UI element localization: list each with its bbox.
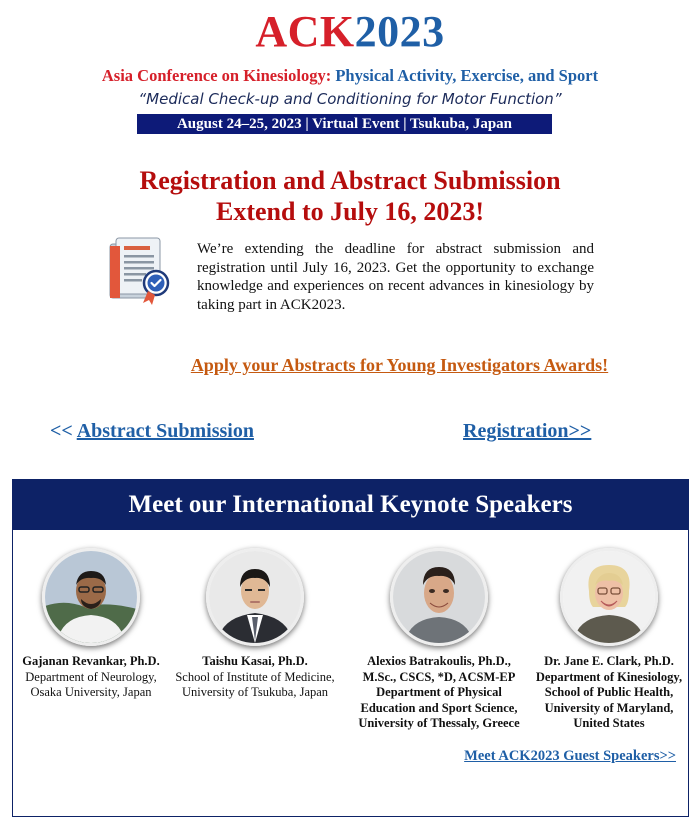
speaker-affiliation-line: Department of Neurology, (25, 669, 157, 684)
document-checklist-icon (106, 236, 174, 306)
speaker-name: Dr. Jane E. Clark, Ph.D. (544, 654, 674, 668)
abstract-submission-link[interactable]: Abstract Submission (76, 420, 254, 442)
keynote-speakers-title: Meet our International Keynote Speakers (13, 480, 688, 530)
subtitle-topics: Physical Activity, Exercise, and Sport (335, 66, 599, 85)
logo-year-text: 2023 (354, 7, 445, 56)
speaker-card (531, 548, 687, 732)
speaker-card (351, 548, 527, 732)
speaker-card (13, 548, 169, 701)
speaker-affiliation-line: School of Public Health, (544, 685, 674, 699)
deadline-description: We’re extending the deadline for abstract submission and registration until July 16, 2023. Get the opportunity to exchange knowledge and experiences on recent advances in kinesiology by taking part in ACK2023. (197, 241, 594, 313)
speaker-photo (560, 548, 658, 646)
speaker-name: Alexios Batrakoulis, Ph.D., (367, 654, 511, 668)
conference-theme: “Medical Check-up and Conditioning for Motor Function” (138, 90, 562, 108)
speaker-photo (42, 548, 140, 646)
speaker-photo (206, 548, 304, 646)
speaker-photo (390, 548, 488, 646)
speaker-affiliation-line: University of Maryland, (544, 700, 674, 715)
speaker-affiliation-line: United States (573, 716, 645, 730)
speaker-affiliation-line: Education and Sport Science, (360, 700, 518, 715)
speaker-affiliation-line: University of Tsukuba, Japan (181, 685, 329, 699)
guest-speakers-link[interactable]: Meet ACK2023 Guest Speakers>> (464, 748, 676, 764)
speaker-affiliation-line: University of Thessaly, Greece (358, 716, 520, 730)
speaker-card (169, 548, 341, 701)
registration-link[interactable]: Registration>> (463, 420, 592, 442)
conference-subtitle (0, 66, 700, 86)
registration-nav (463, 420, 591, 443)
ack2023-logo (0, 6, 700, 58)
subtitle-conference-name: Asia Conference on Kinesiology: (101, 66, 332, 85)
speaker-affiliation-line: School of Institute of Medicine, (175, 669, 335, 684)
back-arrows: << (50, 420, 77, 442)
speaker-affiliation-line: Department of Kinesiology, (535, 669, 683, 684)
awards-link-container (0, 355, 700, 376)
deadline-headline (0, 165, 700, 227)
speaker-name: Taishu Kasai, Ph.D. (202, 654, 308, 668)
headline-line-1: Registration and Abstract Submission (139, 166, 561, 195)
speaker-affiliation-line: Department of Physical (376, 685, 502, 699)
speaker-affiliation-line: M.Sc., CSCS, *D, ACSM-EP (362, 669, 516, 684)
young-investigators-awards-link[interactable]: Apply your Abstracts for Young Investigators Awards! (190, 355, 609, 375)
headline-line-2: Extend to July 16, 2023! (216, 197, 484, 226)
abstract-nav (50, 420, 254, 443)
speaker-name: Gajanan Revankar, Ph.D. (22, 654, 160, 668)
event-dateline: August 24–25, 2023 | Virtual Event | Tsukuba, Japan (137, 114, 552, 134)
guest-speakers-link-container (464, 748, 676, 765)
speaker-affiliation-line: Osaka University, Japan (30, 685, 152, 699)
keynote-speakers-section (12, 479, 689, 817)
logo-ack-text: ACK (255, 7, 355, 56)
